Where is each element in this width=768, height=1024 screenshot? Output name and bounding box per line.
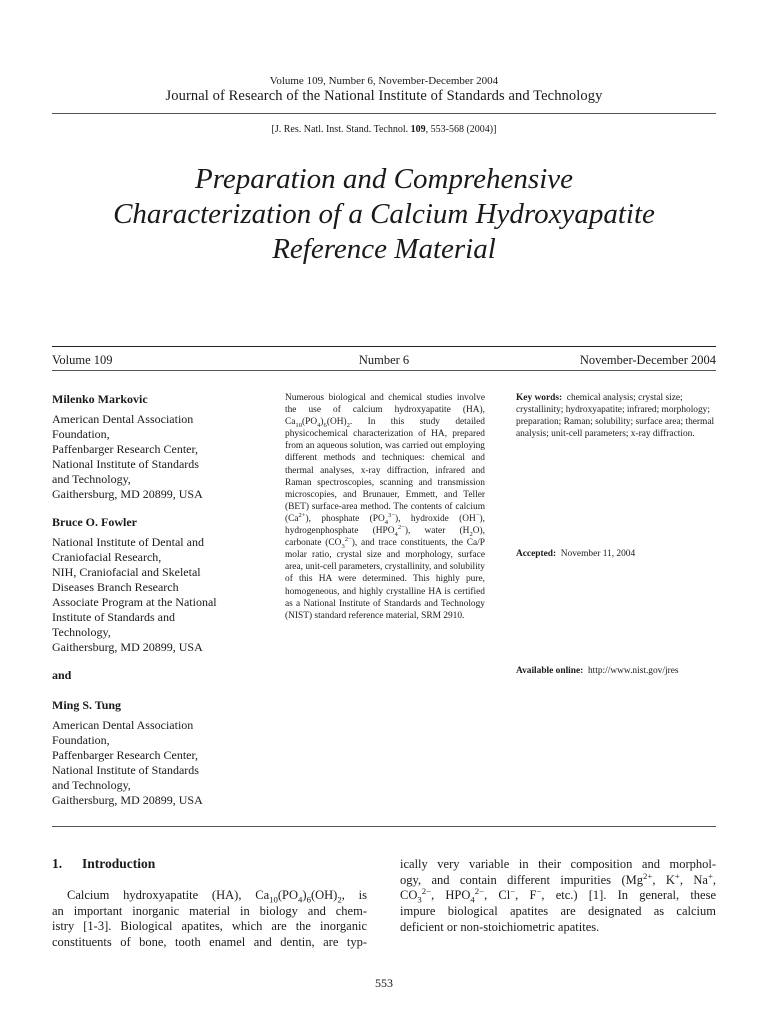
- accepted-value: November 11, 2004: [560, 549, 636, 559]
- abstract-sup: 2−: [344, 536, 352, 543]
- abstract-sub: 3: [341, 543, 345, 550]
- abstract-text: ), and trace constituents, the Ca/P molar ratio, crystal size and morphology, surface area, unit-cell parameters, crystallinity, and solubility of this HA were determined. This highly pure, homogeneous, and highly crystalline HA is certified as a National Institute of Standards and Technology (NIST) standard reference material, SRM 2910.: [285, 538, 485, 621]
- abstract-sub: 4: [384, 518, 389, 526]
- abstract: [285, 392, 485, 622]
- abstract-text: ), water (H: [404, 526, 470, 537]
- abstract-sup: 3−: [388, 511, 396, 519]
- affiliation-line: Paffenbarger Research Center,: [52, 748, 199, 762]
- keywords: [516, 392, 721, 440]
- affiliation-line: Craniofacial Research,: [52, 550, 162, 564]
- body-line: impure biological apatites are designated as calcium: [400, 904, 716, 919]
- affiliation-line: Gaithersburg, MD 20899, USA: [52, 487, 203, 501]
- body-line: Calcium hydroxyapatite (HA), $Ca_{10}(PO_4)_6(OH)_2$, is: [67, 888, 368, 905]
- abstract-sup: 2+: [298, 511, 306, 519]
- body-line: istry [1-3]. Biological apatites, which are the inorganic: [52, 919, 367, 934]
- abstract-sub: 4: [317, 422, 321, 430]
- accepted-date: [516, 549, 721, 559]
- author-affiliation: [52, 718, 267, 808]
- paper-title: [0, 162, 768, 267]
- body-line: an important inorganic material in biology and chem-: [52, 903, 367, 918]
- author-affiliation: [52, 412, 267, 502]
- affiliation-line: and Technology,: [52, 472, 131, 486]
- body-line: ogy, and contain different impurities ($Mg^{2+}$, K+, Na+,: [400, 870, 717, 887]
- available-url[interactable]: http://www.nist.gov/jres: [587, 666, 679, 676]
- author-affiliation: [52, 535, 267, 655]
- keywords-label: Key words:: [516, 393, 563, 403]
- journal-name: Journal of Research of the National Institute of Standards and Technology: [165, 88, 603, 104]
- issue-volume: Volume 109: [52, 353, 113, 367]
- body-line: ically very variable in their composition and morphol-: [400, 857, 716, 871]
- issue-rule-bottom: [52, 370, 716, 371]
- issue-volume-line: Volume 109, Number 6, November-December 2004: [269, 75, 499, 87]
- abstract-text: ), hydroxide (OH: [395, 513, 476, 524]
- citation: [0, 124, 768, 135]
- body-line: $CO_3^{2-}$, $HPO_4^{2-}$, Cl−, F−, etc.) [1]. In general, these: [400, 886, 717, 905]
- available-label: Available online:: [516, 666, 584, 676]
- issue-number: Number 6: [358, 353, 410, 367]
- affiliation-line: Foundation,: [52, 427, 110, 441]
- affiliation-line: Gaithersburg, MD 20899, USA: [52, 793, 203, 807]
- affiliation-line: Diseases Branch Research: [52, 580, 179, 594]
- author-name: Bruce O. Fowler: [52, 515, 137, 529]
- affiliation-line: Gaithersburg, MD 20899, USA: [52, 640, 203, 654]
- title-line-1: Preparation and Comprehensive: [194, 163, 574, 195]
- abstract-text: Numerous biological and chemical studies involve the use of calcium hydroxyapatite (HA), Ca: [285, 393, 485, 428]
- author-name: Milenko Markovic: [52, 392, 148, 406]
- body-column-right: [400, 857, 716, 936]
- abstract-text: (PO: [302, 417, 318, 428]
- affiliation-line: Institute of Standards and: [52, 610, 175, 624]
- affiliation-line: Paffenbarger Research Center,: [52, 442, 199, 456]
- available-online: [516, 666, 721, 676]
- affiliation-line: National Institute of Standards: [52, 763, 199, 777]
- abstract-text: ): [320, 417, 324, 428]
- accepted-label: Accepted:: [516, 549, 557, 559]
- body-line: deficient or non-stoichiometric apatites.: [400, 919, 600, 934]
- affiliation-line: Foundation,: [52, 733, 110, 747]
- authors-column: [52, 392, 267, 821]
- abstract-sub: 2: [469, 530, 473, 538]
- abstract-sub: 10: [295, 422, 302, 430]
- affiliation-line: American Dental Association: [52, 718, 194, 732]
- abstract-text: (OH): [326, 417, 347, 428]
- affiliation-line: and Technology,: [52, 778, 131, 792]
- section-rule: [52, 826, 716, 827]
- header-rule: [52, 113, 716, 114]
- citation-prefix: [J. Res. Natl. Inst. Stand. Technol.: [271, 124, 409, 135]
- issue-date: November-December 2004: [579, 353, 716, 367]
- section-title: Introduction: [82, 856, 156, 871]
- abstract-text: ), phosphate (PO: [305, 513, 385, 524]
- affiliation-line: Technology,: [52, 625, 111, 639]
- abstract-text: O), carbonate (CO: [285, 526, 485, 549]
- abstract-sub: 4: [394, 530, 398, 538]
- abstract-sub: 2: [346, 422, 350, 430]
- abstract-text: . In this study detailed physicochemical characterization of HA, prepared from an aqueous solution, was carried out employing different methods and techniques: chemical and thermal analyses, x-ray diffraction, infrared and Raman spectroscopies, scanning and transmission microscopies, and Brunauer, Emmett, and Teller (BET) surface-area method. The contents of calcium (Ca: [285, 417, 485, 524]
- abstract-text: ), hydrogenphosphate (HPO: [285, 513, 485, 537]
- section-heading: [52, 856, 155, 872]
- body-column-left: [52, 888, 367, 951]
- citation-volume: 109: [410, 124, 426, 135]
- title-line-3: Reference Material: [272, 233, 496, 265]
- citation-suffix: , 553-568 (2004)]: [425, 124, 497, 135]
- title-line-2: Characterization of a Calcium Hydroxyapatite: [113, 198, 655, 230]
- keywords-text: chemical analysis; crystal size; crystallinity; hydroxyapatite; infrared; morphology; preparation; Raman; solubility; surface area; thermal analysis; unit-cell parameters; x-ray diffraction.: [516, 393, 715, 440]
- affiliation-line: American Dental Association: [52, 412, 194, 426]
- affiliation-line: National Institute of Dental and: [52, 535, 204, 549]
- author-name: Ming S. Tung: [52, 698, 122, 712]
- page-number: 553: [375, 976, 393, 990]
- affiliation-line: Associate Program at the National: [52, 595, 217, 609]
- author-separator: and: [52, 668, 72, 682]
- abstract-sup: −: [475, 511, 480, 519]
- abstract-sup: 2−: [397, 523, 405, 531]
- affiliation-line: National Institute of Standards: [52, 457, 199, 471]
- affiliation-line: NIH, Craniofacial and Skeletal: [52, 565, 201, 579]
- body-line: constituents of bone, tooth enamel and dentin, are typ-: [52, 935, 367, 950]
- issue-rule-top: [52, 346, 716, 347]
- abstract-sub: 6: [323, 422, 327, 430]
- section-number: 1.: [52, 856, 63, 871]
